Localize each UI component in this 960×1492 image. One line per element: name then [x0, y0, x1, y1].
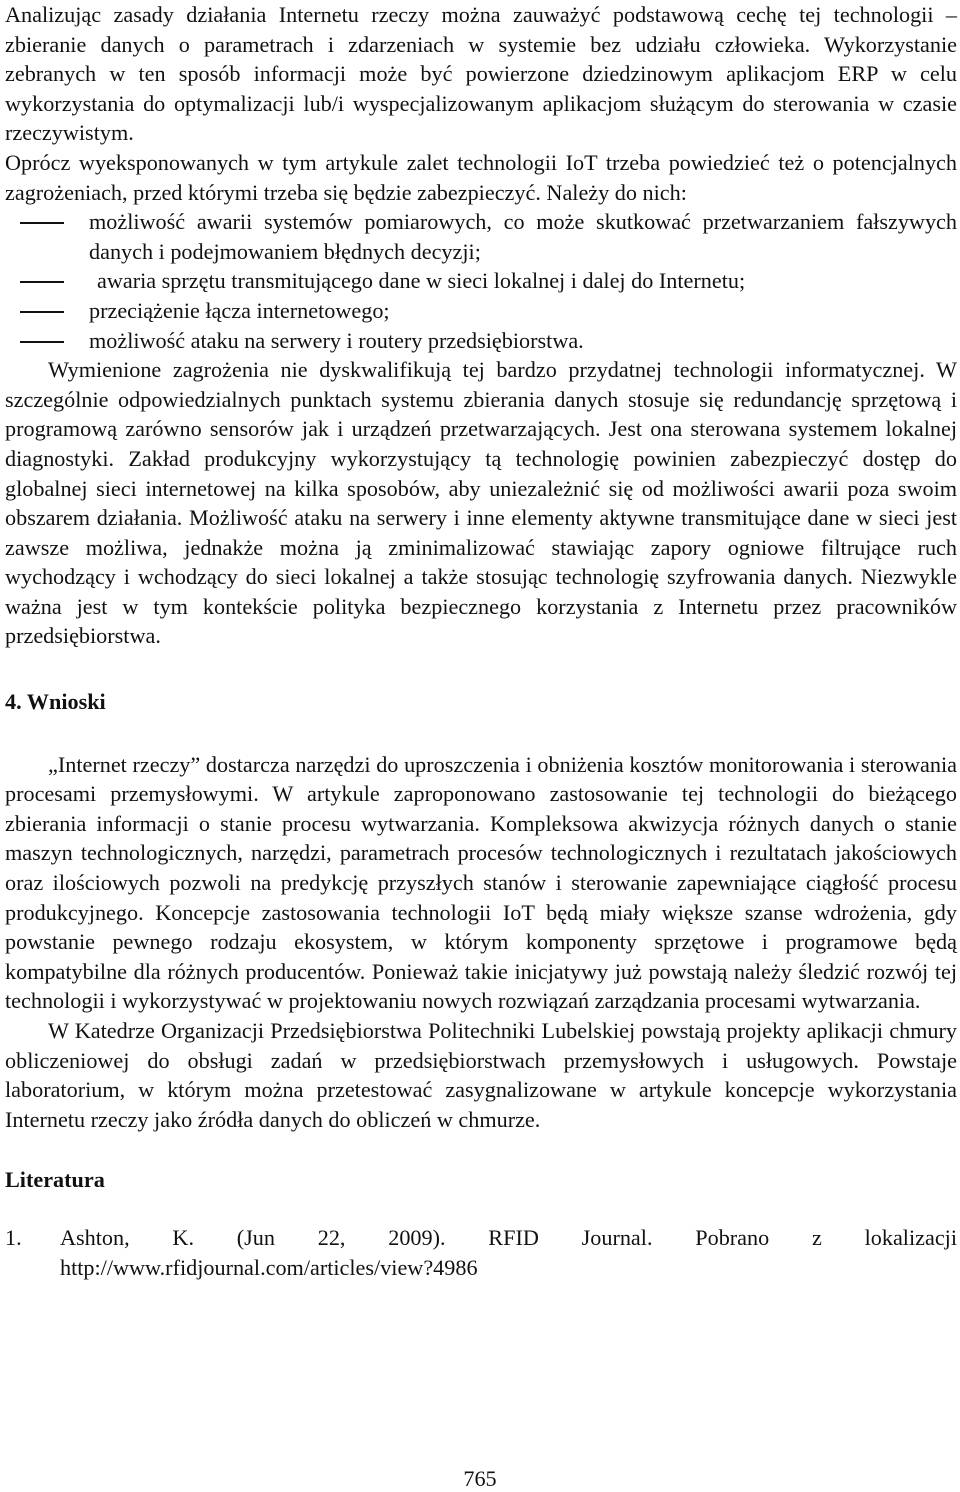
paragraph-conclusions-2: W Katedrze Organizacji Przedsiębiorstwa Politechniki Lubelskiej powstają projekty aplikacji chmury obliczeniowej do obsługi zadań w przedsiębiorstwach przemysłowych i usługowych. Powstaje laboratorium, w którym można przetestować zasygnalizowane w artykule koncepcje wykorzystania Internetu rzeczy jako źródła danych do obliczeń w chmurze.	[5, 1018, 957, 1132]
paragraph-conclusions-1: „Internet rzeczy” dostarcza narzędzi do uproszczenia i obniżenia kosztów monitorowania i sterowania procesami przemysłowymi. W artykule zaproponowano zastosowanie tej technologii do bieżącego zbierania informacji o stanie procesu wytwarzania. Kompleksowa akwizycja różnych danych o stanie maszyn technologicznych, narzędzi, parametrach procesów technologicznych i rezultatach jakościowych oraz ilościowych pozwoli na predykcję przyszłych stanów i sterowanie zapewniające ciągłość procesu produkcyjnego. Koncepcje zastosowania technologii IoT będą miały większe szanse wdrożenia, gdy powstanie pewnego rodzaju ekosystem, w którym komponenty sprzętowe i programowe będą kompatybilne dla różnych producentów. Ponieważ takie inicjatywy już powstają należy śledzić rozwój tej technologii i wykorzystywać w projektowaniu nowych rozwiązań zarządzania procesami wytwarzania.	[5, 751, 957, 1014]
page-number: 765	[463, 1466, 497, 1491]
list-item: możliwość awarii systemów pomiarowych, co może skutkować przetwarzaniem fałszywych danych i podejmowaniem błędnych decyzji;	[5, 207, 957, 266]
references-list	[5, 1223, 957, 1282]
section-heading-conclusions: 4. Wnioski	[5, 689, 106, 715]
paragraph-threats-intro: Oprócz wyeksponowanych w tym artykule zalet technologii IoT trzeba powiedzieć też o potencjalnych zagrożeniach, przed którymi trzeba się będzie zabezpieczyć. Należy do nich:	[5, 149, 957, 205]
list-item: awaria sprzętu transmitującego dane w sieci lokalnej i dalej do Internetu;	[5, 266, 957, 296]
reference-item	[5, 1223, 957, 1282]
paragraph-iot-characteristics: Analizując zasady działania Internetu rzeczy można zauważyć podstawową cechę tej technologii – zbieranie danych o parametrach i zdarzeniach w systemie bez udziału człowieka. Wykorzystanie zebranych w ten sposób informacji może być powierzone dziedzinowym aplikacjom ERP w celu wykorzystania do optymalizacji lub/i wyspecjalizowanym aplikacjom służącym do sterowania w czasie rzeczywistym.	[5, 2, 957, 146]
reference-number: 1.	[5, 1224, 22, 1250]
list-item: możliwość ataku na serwery i routery przedsiębiorstwa.	[5, 326, 957, 356]
list-item: przeciążenie łącza internetowego;	[5, 296, 957, 326]
paragraph-threats-mitigation: Wymienione zagrożenia nie dyskwalifikują tej bardzo przydatnej technologii informatycznej. W szczególnie odpowiedzialnych punktach systemu zbierania danych stosuje się redundancję sprzętową i programową zarówno sensorów jak i urządzeń przetwarzających. Jest ona sterowana systemem lokalnej diagnostyki. Zakład produkcyjny wykorzystujący tą technologię powinien zabezpieczyć dostęp do globalnej sieci internetowej na kilka sposobów, aby uniezależnić się od możliwości awarii poza swoim obszarem działania. Możliwość ataku na serwery i inne elementy aktywne transmitujące dane w sieci jest zawsze możliwa, jednakże można ją zminimalizować stawiając zapory ogniowe filtrujące ruch wychodzący i wchodzący do sieci lokalnej a także stosując technologię szyfrowania danych. Niezwykle ważna jest w tym kontekście polityka bezpiecznego korzystania z Internetu przez pracowników przedsiębiorstwa.	[5, 357, 957, 649]
threats-list	[5, 207, 957, 355]
section-heading-literature: Literatura	[5, 1167, 105, 1193]
document-page	[5, 0, 957, 1282]
reference-text: Ashton, K. (Jun 22, 2009). RFID Journal. Pobrano z lokalizacji http://www.rfidjournal.com/articles/view?4986	[60, 1224, 957, 1280]
